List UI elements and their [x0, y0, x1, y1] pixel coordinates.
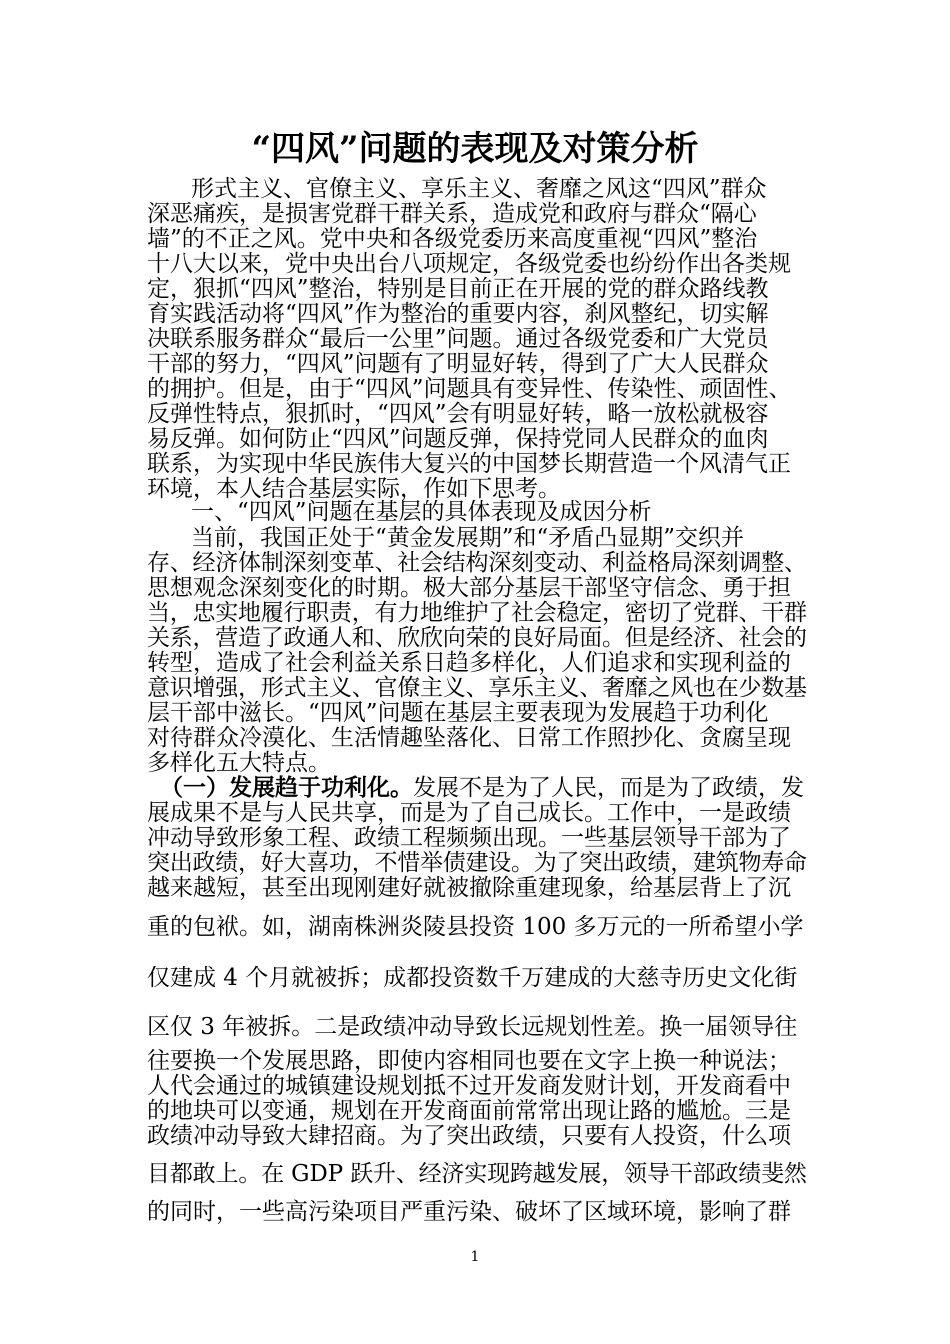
subsection-line [160, 776, 807, 800]
text-line: 易反弹。如何防止“四风”问题反弹，保持党同人民群众的血肉 [147, 426, 769, 452]
text-line: 关系，营造了政通人和、欣欣向荣的良好局面。但是经济、社会的 [147, 625, 807, 651]
text-line: 重的包袱。如，湖南株洲炎陵县投资 100 多万元的一所希望小学 [147, 914, 804, 940]
text-line: 联系，为实现中华民族伟大复兴的中国梦长期营造一个风清气正 [147, 451, 791, 477]
text-line: 仅建成 4 个月就被拆；成都投资数千万建成的大慈寺历史文化街 [147, 965, 798, 991]
text-line: 的同时，一些高污染项目严重污染、破坏了区域环境，影响了群 [147, 1199, 791, 1225]
text-line: 的地块可以变通，规划在开发商面前常常出现让路的尴尬。三是 [147, 1098, 791, 1124]
text-line: 形式主义、官僚主义、享乐主义、奢靡之风这“四风”群众 [191, 176, 767, 202]
text-line: 反弹性特点，狠抓时，“四风”会有明显好转，略一放松就极容 [147, 401, 769, 427]
text-line: 区仅 3 年被拆。二是政绩冲动导致长远规划性差。换一届领导往 [147, 1014, 798, 1040]
text-line: 的拥护。但是，由于“四风”问题具有变异性、传染性、顽固性、 [147, 376, 792, 402]
text-line: 十八大以来，党中央出台八项规定，各级党委也纷纷作出各类规 [147, 251, 791, 277]
text-line: 环境，本人结合基层实际，作如下思考。 [147, 476, 561, 502]
text-line: 墙”的不正之风。党中央和各级党委历来高度重视“四风”整治 [147, 226, 758, 252]
subsection-heading: （一）发展趋于功利化。 [160, 774, 413, 801]
text-line: 往要换一个发展思路，即使内容相同也要在文字上换一种说法； [147, 1048, 791, 1074]
text-line: 当，忠实地履行职责，有力地维护了社会稳定，密切了党群、干群 [147, 600, 807, 626]
text-line: 定，狠抓“四风”整治，特别是目前正在开展的党的群众路线教 [147, 276, 769, 302]
text-line: 意识增强，形式主义、官僚主义、享乐主义、奢靡之风也在少数基 [147, 675, 807, 701]
text-line: 决联系服务群众“最后一公里”问题。通过各级党委和广大党员 [147, 326, 769, 352]
text-line: 展成果不是与人民共享，而是为了自己成长。工作中，一是政绩 [147, 800, 791, 826]
text-line: 存、经济体制深刻变革、社会结构深刻变动、利益格局深刻调整、 [147, 550, 807, 576]
text-line: 人代会通过的城镇建设规划抵不过开发商发财计划，开发商看中 [147, 1073, 791, 1099]
text-line: 越来越短，甚至出现刚建好就被撤除重建现象，给基层背上了沉 [147, 875, 791, 901]
text-line: 政绩冲动导致大肆招商。为了突出政绩，只要有人投资，什么项 [147, 1123, 791, 1149]
section-heading: 一、“四风”问题在基层的具体表现及成因分析 [191, 499, 652, 525]
text-line: 深恶痛疾，是损害党群干群关系，造成党和政府与群众“隔心 [147, 201, 757, 227]
text-line: 思想观念深刻变化的时期。极大部分基层干部坚守信念、勇于担 [147, 575, 791, 601]
text-line: 目都敢上。在 GDP 跃升、经济实现跨越发展，领导干部政绩斐然 [147, 1161, 807, 1187]
text-line: 对待群众冷漠化、生活情趣坠落化、日常工作照抄化、贪腐呈现 [147, 725, 791, 751]
text-line: 转型，造成了社会利益关系日趋多样化，人们追求和实现利益的 [147, 650, 791, 676]
page-number: 1 [470, 1249, 480, 1265]
subsection-text: 发展不是为了人民，而是为了政绩，发 [413, 775, 804, 801]
text-line: 层干部中滋长。“四风”问题在基层主要表现为发展趋于功利化 [147, 700, 769, 726]
text-line: 当前，我国正处于“黄金发展期”和“矛盾凸显期”交织并 [191, 525, 745, 551]
text-line: 冲动导致形象工程、政绩工程频频出现。一些基层领导干部为了 [147, 825, 791, 851]
document-title: “四风”问题的表现及对策分析 [251, 129, 699, 169]
text-line: 突出政绩，好大喜功，不惜举债建设。为了突出政绩，建筑物寿命 [147, 850, 807, 876]
text-line: 育实践活动将“四风”作为整治的重要内容，刹风整纪，切实解 [147, 301, 769, 327]
text-line: 干部的努力，“四风”问题有了明显好转，得到了广大人民群众 [147, 351, 769, 377]
text-line: 多样化五大特点。 [147, 750, 331, 776]
